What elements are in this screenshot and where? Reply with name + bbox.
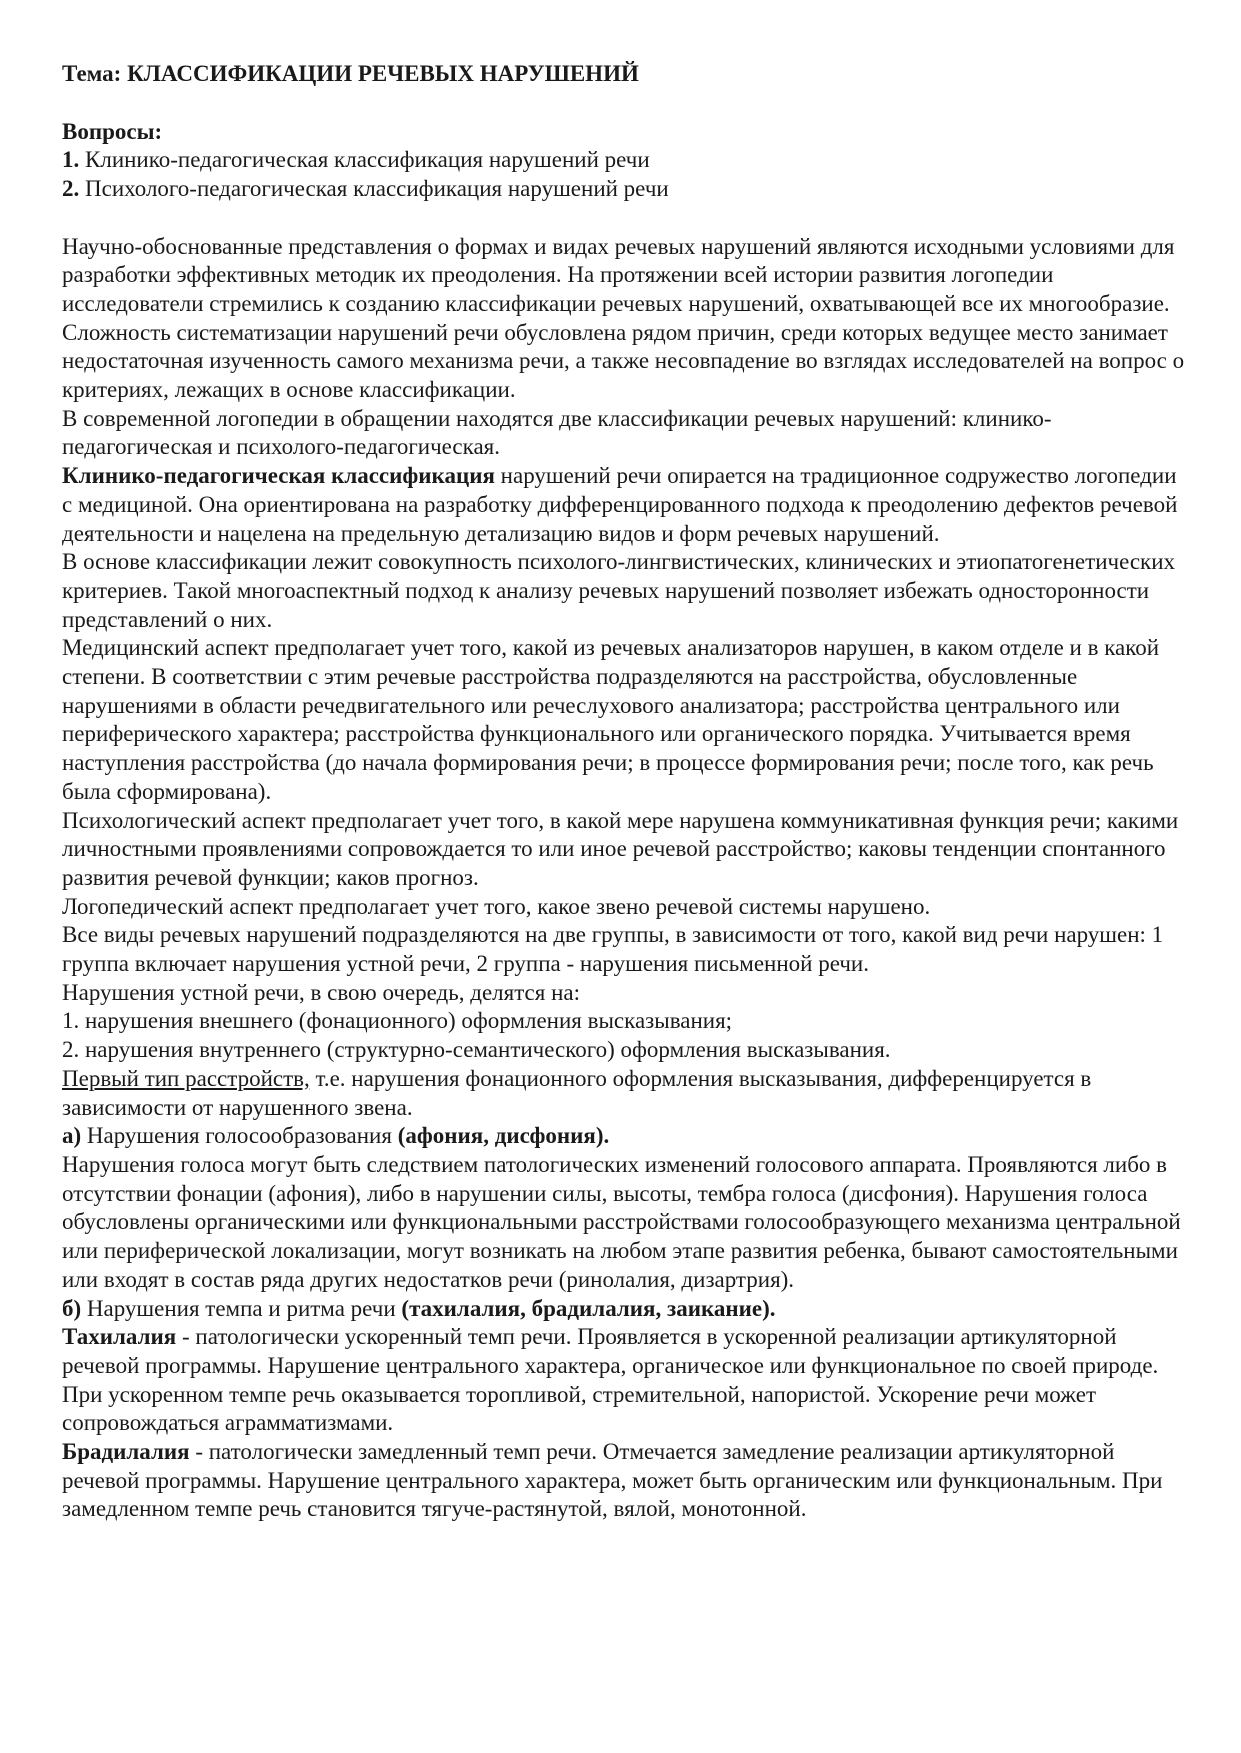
- paragraph: Нарушения голоса могут быть следствием патологических изменений голосового аппарата. Проявляются либо в отсутствии фонации (афония), либо в нарушении силы, высоты, тембра голоса (дисфония). Нарушения голоса обусловлены органическими или функциональными расстройствами голосообразующего механизма центральной или периферической локализации, могут возникать на любом этапе развития ребенка, бывают самостоятельными или входят в состав ряда других недостатков речи (ринолалия, дизартрия).: [62, 1152, 1181, 1292]
- paragraph: Тахилалия - патологически ускоренный темп речи. Проявляется в ускоренной реализации артикуляторной речевой программы. Нарушение центрального характера, органическое или функциональное по своей природе. При ускоренном темпе речь оказывается торопливой, стремительной, напористой. Ускорение речи может сопровождаться аграмматизмами.: [62, 1324, 1159, 1436]
- paragraph: В современной логопедии в обращении находятся две классификации речевых нарушений: клинико-педагогическая и психолого-педагогическая.: [62, 405, 1052, 460]
- question-number: 2.: [62, 176, 80, 202]
- question-text: Психолого-педагогическая классификация нарушений речи: [79, 176, 669, 202]
- paragraph: Логопедический аспект предполагает учет того, какое звено речевой системы нарушено.: [62, 893, 931, 919]
- paragraph: Психологический аспект предполагает учет того, в какой мере нарушена коммуникативная функция речи; какими личностными проявлениями сопровождается то или иное речевой расстройство; каковы тенденции спонтанного развития речевой функции; каков прогноз.: [62, 807, 1179, 890]
- paragraph: В основе классификации лежит совокупность психолого-лингвистических, клинических и этиопатогенетических критериев. Такой многоаспектный подход к анализу речевых нарушений позволяет избежать односторонности представлений о них.: [62, 549, 1176, 632]
- subsection-heading: а) Нарушения голосообразования (афония, дисфония).: [62, 1123, 610, 1149]
- questions-label: Вопросы:: [62, 118, 163, 144]
- underlined-term: Первый тип расстройств,: [62, 1065, 310, 1091]
- paragraph: Медицинский аспект предполагает учет того, какой из речевых анализаторов нарушен, в каком отделе и в какой степени. В соответствии с этим речевые расстройства подразделяются на расстройства, обусловленные нарушениями в области речедвигательного или речеслухового анализатора; расстройства центрального или периферического характера; расстройства функционального или органического порядка. Учитывается время наступления расстройства (до начала формирования речи; в процессе формирования речи; после того, как речь была сформирована).: [62, 635, 1160, 804]
- paragraph: Нарушения устной речи, в свою очередь, делятся на:: [62, 979, 580, 1005]
- paragraph: Научно-обоснованные представления о формах и видах речевых нарушений являются исходными условиями для разработки эффективных методик их преодоления. На протяжении всей истории развития логопедии исследователи стремились к созданию классификации речевых нарушений, охватывающей все их многообразие. Сложность систематизации нарушений речи обусловлена рядом причин, среди которых ведущее место занимает недостаточная изученность самого механизма речи, а также несовпадение во взглядах исследователей на вопрос о критериях, лежащих в основе классификации.: [62, 233, 1185, 403]
- question-item: [62, 146, 1192, 175]
- page-title: Тема: КЛАССИФИКАЦИИ РЕЧЕВЫХ НАРУШЕНИЙ: [62, 61, 639, 86]
- bold-term: Клинико-педагогическая классификация: [62, 463, 495, 489]
- subsection-heading: б) Нарушения темпа и ритма речи (тахилалия, брадилалия, заикание).: [62, 1295, 776, 1321]
- question-number: 1.: [62, 147, 80, 173]
- spacer: [62, 204, 1192, 233]
- paragraph: Все виды речевых нарушений подразделяются на две группы, в зависимости от того, какой вид речи нарушен: 1 группа включает нарушения устной речи, 2 группа - нарушения письменной речи.: [62, 922, 1164, 977]
- paragraph: Брадилалия - патологически замедленный темп речи. Отмечается замедление реализации артикуляторной речевой программы. Нарушение центрального характера, может быть органическим или функциональным. При замедленном темпе речь становится тягуче-растянутой, вялой, монотонной.: [62, 1439, 1163, 1522]
- paragraph: Клинико-педагогическая классификация нарушений речи опирается на традиционное содружество логопедии с медициной. Она ориентирована на разработку дифференцированного подхода к преодолению дефектов речевой деятельности и нацелена на предельную детализацию видов и форм речевых нарушений.: [62, 463, 1178, 546]
- list-item: 2. нарушения внутреннего (структурно-семантического) оформления высказывания.: [62, 1037, 891, 1063]
- question-text: Клинико-педагогическая классификация нарушений речи: [79, 147, 650, 173]
- bold-term: Брадилалия: [62, 1439, 190, 1465]
- bold-term: Тахилалия: [62, 1324, 177, 1350]
- list-item: 1. нарушения внешнего (фонационного) оформления высказывания;: [62, 1008, 733, 1034]
- question-item: [62, 175, 1192, 204]
- paragraph: Первый тип расстройств, т.е. нарушения фонационного оформления высказывания, дифференцируется в зависимости от нарушенного звена.: [62, 1065, 1092, 1120]
- document-page: [62, 60, 1192, 1524]
